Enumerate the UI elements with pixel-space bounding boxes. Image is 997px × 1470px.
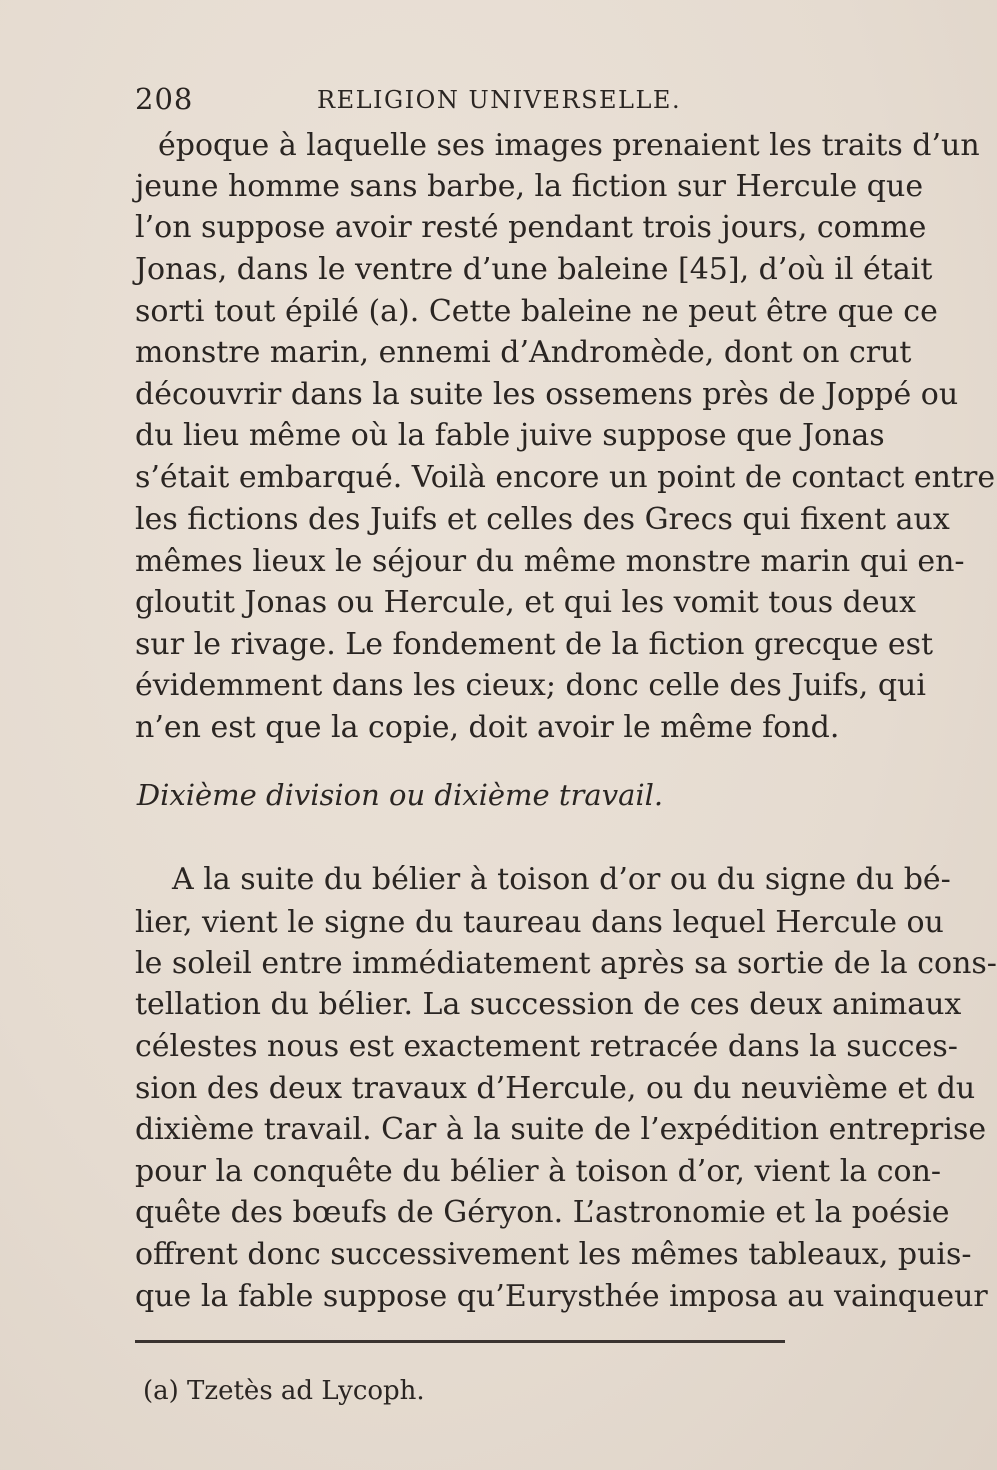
text-line: les fictions des Juifs et celles des Grecs qui fixent aux xyxy=(135,502,950,537)
text-line: célestes nous est exactement retracée dans la succes- xyxy=(135,1029,958,1064)
text-line: pour la conquête du bélier à toison d’or, vient la con- xyxy=(135,1154,942,1189)
text-line: lier, vient le signe du taureau dans lequel Hercule ou xyxy=(135,905,944,940)
text-line: dixième travail. Car à la suite de l’expédition entreprise xyxy=(135,1112,987,1147)
text-line: sorti tout épilé (a). Cette baleine ne peut être que ce xyxy=(135,294,938,329)
text-line: sion des deux travaux d’Hercule, ou du neuvième et du xyxy=(135,1071,976,1106)
text-line: évidemment dans les cieux; donc celle des Juifs, qui xyxy=(135,668,926,703)
text-line: n’en est que la copie, doit avoir le même fond. xyxy=(135,710,840,745)
text-line: découvrir dans la suite les ossemens près de Joppé ou xyxy=(135,377,959,412)
footnote-rule xyxy=(135,1340,785,1343)
text-line: du lieu même où la fable juive suppose que Jonas xyxy=(135,418,885,453)
text-line: époque à laquelle ses images prenaient les traits d’un xyxy=(158,128,980,163)
text-line: s’était embarqué. Voilà encore un point de contact entre xyxy=(135,460,996,495)
text-line: le soleil entre immédiatement après sa sortie de la cons- xyxy=(135,946,997,981)
text-line: tellation du bélier. La succession de ces deux animaux xyxy=(135,987,962,1022)
text-line: jeune homme sans barbe, la fiction sur Hercule que xyxy=(135,169,924,204)
text-line: que la fable suppose qu’Eurysthée imposa au vainqueur xyxy=(135,1279,988,1314)
text-line: A la suite du bélier à toison d’or ou du signe du bé- xyxy=(172,862,951,897)
page-number: 208 xyxy=(135,82,194,116)
text-line: monstre marin, ennemi d’Andromède, dont on crut xyxy=(135,335,912,370)
running-title: RELIGION UNIVERSELLE. xyxy=(317,86,682,114)
footnote: (a) Tzetès ad Lycoph. xyxy=(143,1376,425,1406)
text-line: offrent donc successivement les mêmes tableaux, puis- xyxy=(135,1237,972,1272)
page-header xyxy=(135,82,735,122)
text-line: quête des bœufs de Géryon. L’astronomie et la poésie xyxy=(135,1195,950,1230)
text-line: gloutit Jonas ou Hercule, et qui les vomit tous deux xyxy=(135,585,916,620)
section-heading: Dixième division ou dixième travail. xyxy=(136,778,664,812)
text-line: sur le rivage. Le fondement de la fiction grecque est xyxy=(135,627,934,662)
text-line: l’on suppose avoir resté pendant trois jours, comme xyxy=(135,210,927,245)
text-line: Jonas, dans le ventre d’une baleine [45], d’où il était xyxy=(135,252,933,287)
text-line: mêmes lieux le séjour du même monstre marin qui en- xyxy=(135,544,965,579)
